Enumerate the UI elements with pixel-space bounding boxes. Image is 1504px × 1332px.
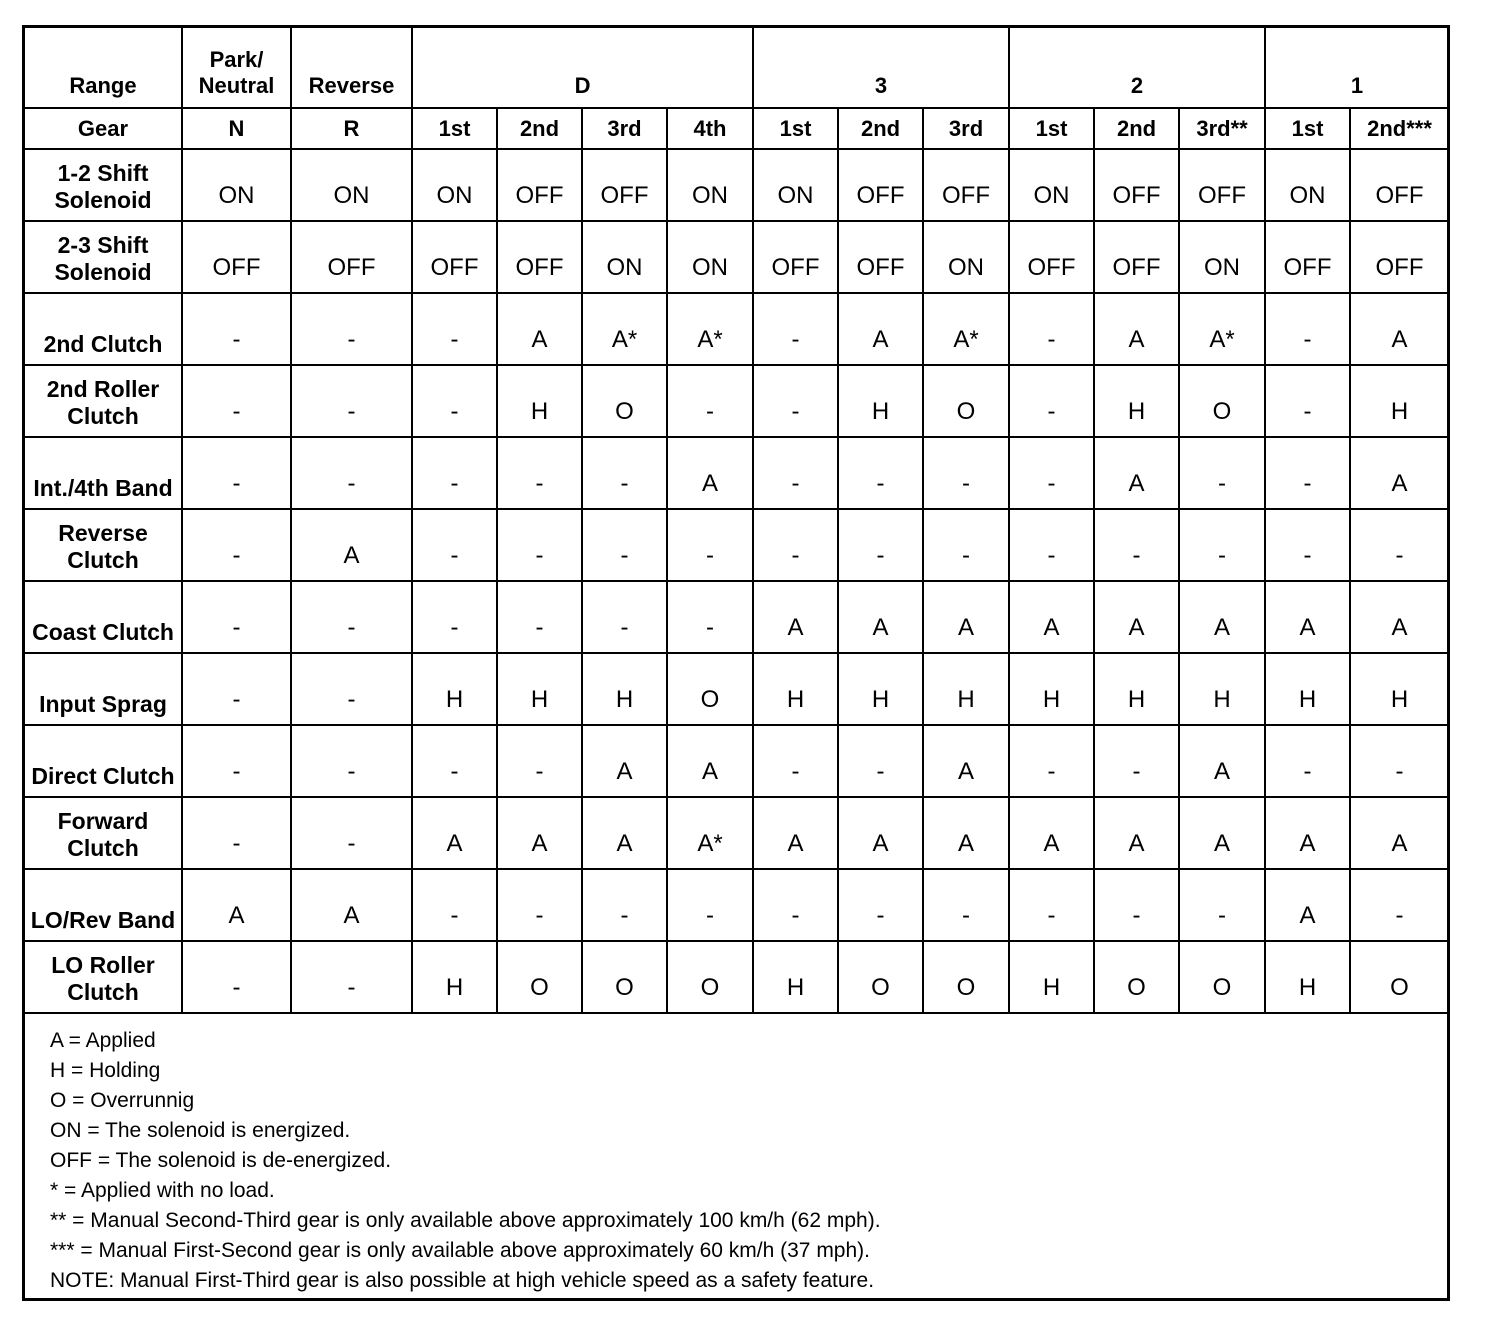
state-cell: -	[1094, 869, 1179, 941]
state-cell: A	[291, 869, 412, 941]
state-cell: OFF	[1179, 149, 1265, 221]
gear-header-cell: 1st	[1265, 108, 1350, 149]
shift-table	[25, 28, 1448, 1014]
gear-header-cell: 2nd	[497, 108, 582, 149]
state-cell: H	[412, 653, 497, 725]
component-label: LO Roller Clutch	[25, 941, 182, 1013]
legend-line: *** = Manual First-Second gear is only available above approximately 60 km/h (37 mph).	[50, 1239, 870, 1262]
state-cell: OFF	[1350, 149, 1448, 221]
gear-header-cell: R	[291, 108, 412, 149]
state-cell: -	[497, 725, 582, 797]
state-cell: OFF	[838, 221, 923, 293]
state-cell: A	[923, 725, 1009, 797]
state-cell: H	[1094, 365, 1179, 437]
state-cell: -	[182, 797, 291, 869]
state-cell: O	[582, 365, 667, 437]
state-cell: H	[1009, 653, 1094, 725]
state-cell: -	[838, 509, 923, 581]
component-row	[25, 941, 1448, 1013]
state-cell: -	[291, 797, 412, 869]
state-cell: -	[182, 581, 291, 653]
state-cell: A	[497, 797, 582, 869]
state-cell: A*	[582, 293, 667, 365]
state-cell: -	[291, 725, 412, 797]
state-cell: -	[497, 869, 582, 941]
state-cell: -	[838, 725, 923, 797]
state-cell: A	[1094, 797, 1179, 869]
state-cell: A	[1009, 581, 1094, 653]
gear-header-cell: 2nd***	[1350, 108, 1448, 149]
state-cell: -	[412, 365, 497, 437]
gear-header-cell: N	[182, 108, 291, 149]
state-cell: ON	[1265, 149, 1350, 221]
state-cell: O	[1094, 941, 1179, 1013]
component-label: 2nd Clutch	[25, 293, 182, 365]
state-cell: -	[291, 581, 412, 653]
state-cell: -	[182, 725, 291, 797]
state-cell: A	[753, 797, 838, 869]
state-cell: O	[582, 941, 667, 1013]
state-cell: H	[582, 653, 667, 725]
state-cell: O	[667, 941, 753, 1013]
state-cell: -	[753, 509, 838, 581]
state-cell: H	[497, 365, 582, 437]
state-cell: ON	[412, 149, 497, 221]
state-cell: -	[667, 365, 753, 437]
gear-header-cell: 3rd**	[1179, 108, 1265, 149]
state-cell: -	[667, 869, 753, 941]
state-cell: -	[182, 653, 291, 725]
legend-line: OFF = The solenoid is de-energized.	[50, 1149, 392, 1172]
state-cell: A	[1350, 797, 1448, 869]
state-cell: A*	[923, 293, 1009, 365]
component-row	[25, 509, 1448, 581]
state-cell: H	[412, 941, 497, 1013]
state-cell: H	[1350, 365, 1448, 437]
state-cell: -	[1265, 365, 1350, 437]
state-cell: O	[667, 653, 753, 725]
state-cell: A	[1350, 437, 1448, 509]
state-cell: A	[753, 581, 838, 653]
state-cell: -	[667, 581, 753, 653]
state-cell: ON	[667, 221, 753, 293]
state-cell: OFF	[923, 149, 1009, 221]
state-cell: -	[923, 437, 1009, 509]
state-cell: -	[667, 509, 753, 581]
state-cell: A*	[667, 293, 753, 365]
state-cell: A	[582, 725, 667, 797]
gear-header-cell: 2nd	[1094, 108, 1179, 149]
state-cell: H	[1265, 941, 1350, 1013]
component-label: Direct Clutch	[25, 725, 182, 797]
state-cell: -	[182, 293, 291, 365]
state-cell: ON	[1179, 221, 1265, 293]
state-cell: OFF	[182, 221, 291, 293]
state-cell: A*	[1179, 293, 1265, 365]
legend	[25, 1014, 1447, 1296]
range-label: Range	[25, 28, 182, 108]
state-cell: OFF	[582, 149, 667, 221]
state-cell: -	[291, 941, 412, 1013]
range-group: 2	[1009, 28, 1265, 108]
state-cell: -	[1179, 869, 1265, 941]
state-cell: -	[412, 437, 497, 509]
component-row	[25, 437, 1448, 509]
state-cell: H	[1179, 653, 1265, 725]
state-cell: H	[753, 653, 838, 725]
state-cell: OFF	[1094, 221, 1179, 293]
state-cell: H	[497, 653, 582, 725]
state-cell: A	[1350, 581, 1448, 653]
state-cell: -	[582, 869, 667, 941]
legend-line: NOTE: Manual First-Third gear is also possible at high vehicle speed as a safety feature.	[50, 1269, 875, 1292]
state-cell: -	[582, 509, 667, 581]
state-cell: -	[1350, 869, 1448, 941]
gear-header-row	[25, 108, 1448, 149]
component-label: 2-3 Shift Solenoid	[25, 221, 182, 293]
state-cell: O	[923, 365, 1009, 437]
state-cell: -	[1265, 293, 1350, 365]
state-cell: OFF	[1009, 221, 1094, 293]
state-cell: -	[412, 293, 497, 365]
state-cell: A	[838, 797, 923, 869]
state-cell: A	[182, 869, 291, 941]
state-cell: A	[1009, 797, 1094, 869]
state-cell: H	[838, 365, 923, 437]
state-cell: -	[1094, 725, 1179, 797]
state-cell: OFF	[497, 221, 582, 293]
state-cell: A	[838, 581, 923, 653]
state-cell: -	[1265, 509, 1350, 581]
state-cell: A	[1179, 581, 1265, 653]
legend-line: O = Overrunnig	[50, 1089, 195, 1112]
state-cell: -	[1265, 725, 1350, 797]
state-cell: ON	[667, 149, 753, 221]
legend-line: * = Applied with no load.	[50, 1179, 275, 1202]
state-cell: O	[838, 941, 923, 1013]
state-cell: A	[412, 797, 497, 869]
state-cell: A	[1265, 797, 1350, 869]
state-cell: -	[291, 365, 412, 437]
state-cell: A	[291, 509, 412, 581]
state-cell: H	[1094, 653, 1179, 725]
state-cell: -	[1265, 437, 1350, 509]
state-cell: O	[1350, 941, 1448, 1013]
component-row	[25, 797, 1448, 869]
state-cell: A	[667, 725, 753, 797]
state-cell: -	[1179, 437, 1265, 509]
component-row	[25, 149, 1448, 221]
range-header-row	[25, 28, 1448, 108]
state-cell: -	[497, 509, 582, 581]
state-cell: A	[1265, 581, 1350, 653]
state-cell: -	[182, 509, 291, 581]
state-cell: OFF	[838, 149, 923, 221]
state-cell: A	[582, 797, 667, 869]
state-cell: -	[753, 869, 838, 941]
state-cell: -	[1350, 509, 1448, 581]
component-label: Reverse Clutch	[25, 509, 182, 581]
state-cell: O	[923, 941, 1009, 1013]
range-group: 1	[1265, 28, 1448, 108]
component-row	[25, 293, 1448, 365]
state-cell: -	[923, 509, 1009, 581]
component-row	[25, 869, 1448, 941]
state-cell: OFF	[753, 221, 838, 293]
state-cell: H	[923, 653, 1009, 725]
state-cell: -	[182, 941, 291, 1013]
state-cell: -	[412, 725, 497, 797]
state-cell: -	[1009, 725, 1094, 797]
state-cell: -	[753, 437, 838, 509]
component-label: 1-2 Shift Solenoid	[25, 149, 182, 221]
state-cell: -	[1009, 509, 1094, 581]
state-cell: O	[1179, 365, 1265, 437]
state-cell: -	[412, 509, 497, 581]
legend-line: ON = The solenoid is energized.	[50, 1119, 351, 1142]
state-cell: A	[838, 293, 923, 365]
state-cell: OFF	[412, 221, 497, 293]
state-cell: A	[497, 293, 582, 365]
component-row	[25, 653, 1448, 725]
gear-header-cell: 2nd	[838, 108, 923, 149]
range-group: Park/ Neutral	[182, 28, 291, 108]
state-cell: A	[1094, 293, 1179, 365]
state-cell: -	[497, 581, 582, 653]
state-cell: -	[838, 437, 923, 509]
state-cell: -	[1009, 293, 1094, 365]
state-cell: -	[838, 869, 923, 941]
state-cell: -	[497, 437, 582, 509]
state-cell: A	[1179, 725, 1265, 797]
state-cell: -	[412, 581, 497, 653]
state-cell: -	[1350, 725, 1448, 797]
range-group: Reverse	[291, 28, 412, 108]
component-label: Coast Clutch	[25, 581, 182, 653]
gear-header-cell: 1st	[753, 108, 838, 149]
state-cell: H	[1350, 653, 1448, 725]
state-cell: ON	[582, 221, 667, 293]
state-cell: A	[1179, 797, 1265, 869]
component-row	[25, 581, 1448, 653]
state-cell: ON	[923, 221, 1009, 293]
state-cell: -	[291, 293, 412, 365]
state-cell: -	[182, 437, 291, 509]
legend-line: ** = Manual Second-Third gear is only available above approximately 100 km/h (62 mph).	[50, 1209, 881, 1232]
state-cell: A	[667, 437, 753, 509]
state-cell: O	[1179, 941, 1265, 1013]
state-cell: -	[291, 437, 412, 509]
range-group: 3	[753, 28, 1009, 108]
state-cell: -	[753, 293, 838, 365]
state-cell: -	[582, 437, 667, 509]
state-cell: A	[923, 797, 1009, 869]
state-cell: OFF	[497, 149, 582, 221]
legend-line: H = Holding	[50, 1059, 161, 1082]
state-cell: -	[753, 365, 838, 437]
component-row	[25, 725, 1448, 797]
state-cell: -	[1179, 509, 1265, 581]
state-cell: H	[1265, 653, 1350, 725]
gear-header-cell: 3rd	[582, 108, 667, 149]
component-label: 2nd Roller Clutch	[25, 365, 182, 437]
state-cell: OFF	[1265, 221, 1350, 293]
state-cell: A	[1094, 437, 1179, 509]
state-cell: A	[1094, 581, 1179, 653]
component-row	[25, 365, 1448, 437]
gear-header-cell: 3rd	[923, 108, 1009, 149]
state-cell: A	[1350, 293, 1448, 365]
state-cell: -	[1009, 437, 1094, 509]
state-cell: ON	[291, 149, 412, 221]
state-cell: H	[1009, 941, 1094, 1013]
state-cell: -	[1094, 509, 1179, 581]
state-cell: -	[753, 725, 838, 797]
component-row	[25, 221, 1448, 293]
shift-chart	[22, 25, 1450, 1301]
state-cell: H	[838, 653, 923, 725]
state-cell: A*	[667, 797, 753, 869]
state-cell: OFF	[1094, 149, 1179, 221]
state-cell: H	[753, 941, 838, 1013]
gear-label: Gear	[25, 108, 182, 149]
state-cell: -	[291, 653, 412, 725]
state-cell: OFF	[1350, 221, 1448, 293]
state-cell: -	[1009, 869, 1094, 941]
state-cell: -	[412, 869, 497, 941]
gear-header-cell: 1st	[1009, 108, 1094, 149]
state-cell: -	[1009, 365, 1094, 437]
gear-header-cell: 1st	[412, 108, 497, 149]
legend-line: A = Applied	[50, 1029, 156, 1052]
state-cell: ON	[753, 149, 838, 221]
state-cell: O	[497, 941, 582, 1013]
component-label: Int./4th Band	[25, 437, 182, 509]
component-label: Forward Clutch	[25, 797, 182, 869]
component-label: LO/Rev Band	[25, 869, 182, 941]
state-cell: ON	[182, 149, 291, 221]
state-cell: -	[923, 869, 1009, 941]
state-cell: -	[182, 365, 291, 437]
component-label: Input Sprag	[25, 653, 182, 725]
state-cell: -	[582, 581, 667, 653]
state-cell: A	[923, 581, 1009, 653]
state-cell: A	[1265, 869, 1350, 941]
range-group: D	[412, 28, 753, 108]
state-cell: OFF	[291, 221, 412, 293]
state-cell: ON	[1009, 149, 1094, 221]
gear-header-cell: 4th	[667, 108, 753, 149]
